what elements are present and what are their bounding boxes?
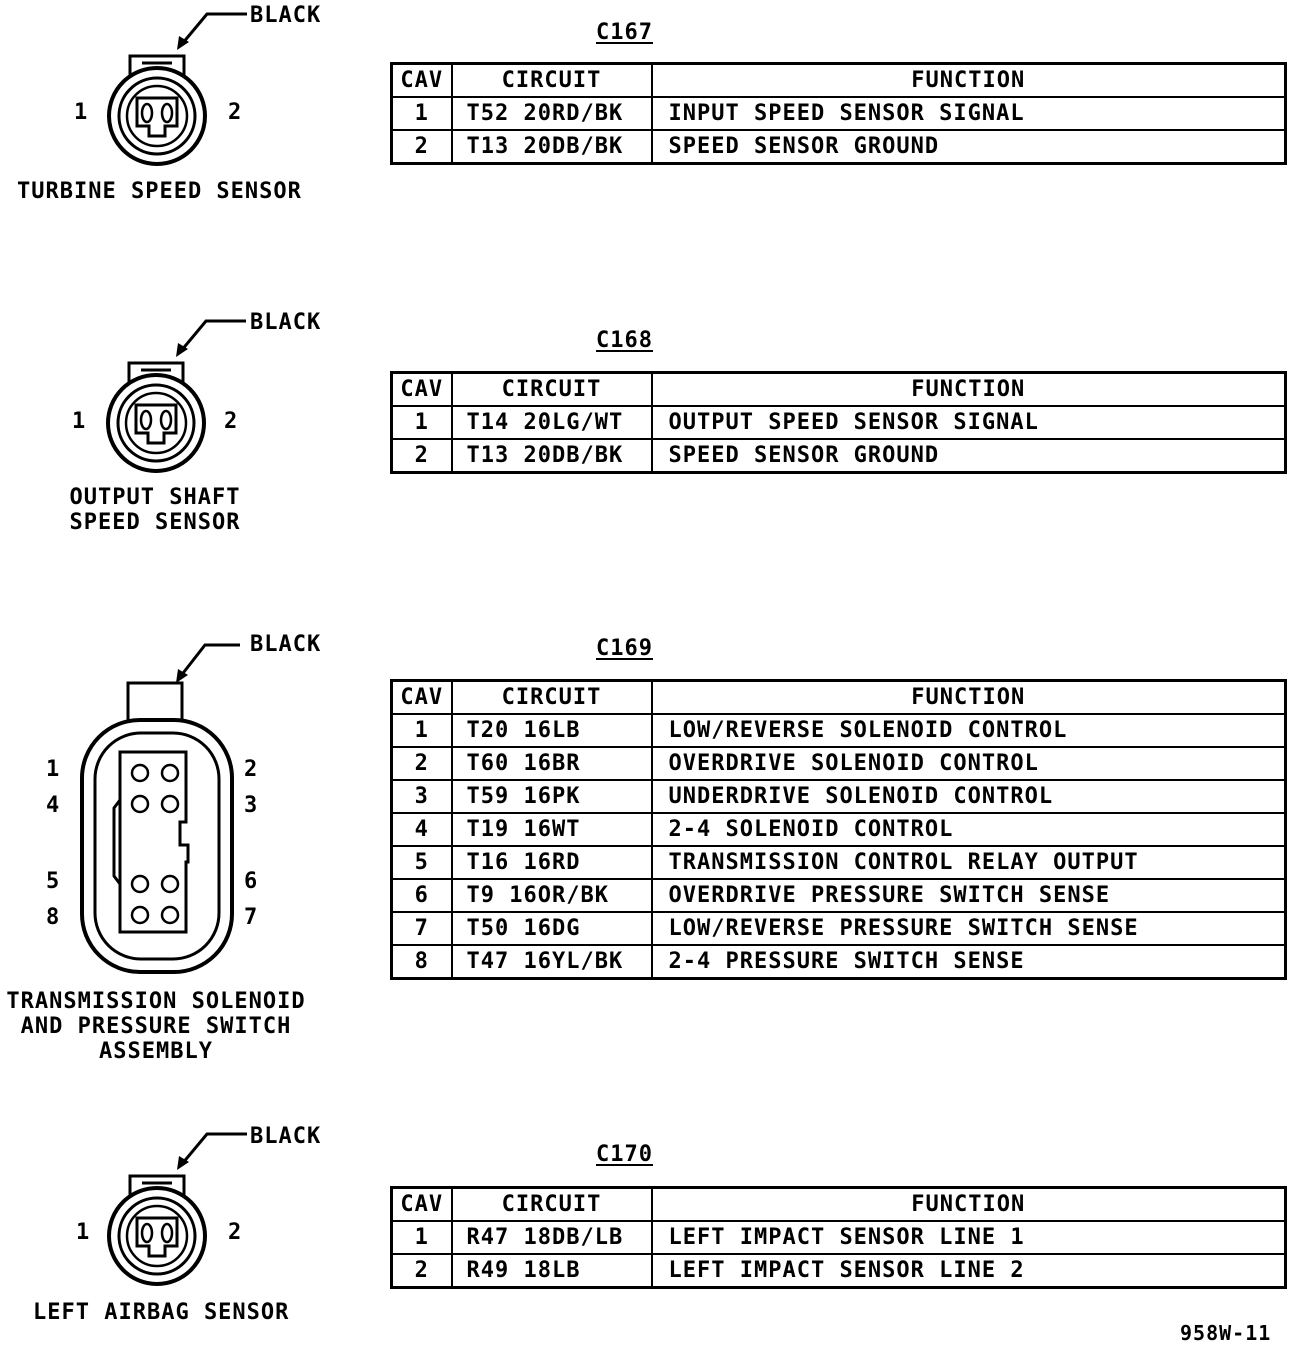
function-cell: TRANSMISSION CONTROL RELAY OUTPUT xyxy=(652,846,1286,879)
cav-column-header: CAV xyxy=(392,373,452,407)
cav-cell: 1 xyxy=(392,97,452,130)
c169-pin-3-label: 3 xyxy=(244,793,258,818)
cav-cell: 1 xyxy=(392,1221,452,1254)
c168-component-name-line-1: OUTPUT SHAFT xyxy=(69,485,241,510)
table-row xyxy=(392,439,1286,473)
c169-component-name-line-2: AND PRESSURE SWITCH xyxy=(20,1014,292,1039)
table-row xyxy=(392,406,1286,439)
circuit-cell: T59 16PK xyxy=(452,780,652,813)
c168-connector-title: C168 xyxy=(596,328,653,353)
c169-wire-color-label: BLACK xyxy=(250,632,322,657)
table-row xyxy=(392,813,1286,846)
function-cell: INPUT SPEED SENSOR SIGNAL xyxy=(652,97,1286,130)
c167-pinout-table xyxy=(390,62,1287,165)
c168-connector-icon xyxy=(108,321,246,471)
function-cell: SPEED SENSOR GROUND xyxy=(652,130,1286,164)
c170-connector-title: C170 xyxy=(596,1142,653,1167)
table-header-row xyxy=(392,64,1286,98)
function-cell: LEFT IMPACT SENSOR LINE 2 xyxy=(652,1254,1286,1288)
c169-pin-6-label: 6 xyxy=(244,869,258,894)
figure-id-label: 958W-11 xyxy=(1180,1321,1272,1345)
cav-cell: 8 xyxy=(392,945,452,979)
function-cell: LOW/REVERSE SOLENOID CONTROL xyxy=(652,714,1286,747)
circuit-cell: T60 16BR xyxy=(452,747,652,780)
function-column-header: FUNCTION xyxy=(652,64,1286,98)
circuit-cell: R49 18LB xyxy=(452,1254,652,1288)
c170-component-name: LEFT AIRBAG SENSOR xyxy=(33,1300,290,1325)
c169-pin-7-label: 7 xyxy=(244,905,258,930)
cav-cell: 7 xyxy=(392,912,452,945)
circuit-column-header: CIRCUIT xyxy=(452,1188,652,1222)
cav-column-header: CAV xyxy=(392,1188,452,1222)
circuit-cell: T16 16RD xyxy=(452,846,652,879)
circuit-cell: T13 20DB/BK xyxy=(452,439,652,473)
c167-pin-2-label: 2 xyxy=(228,100,242,125)
table-header-row xyxy=(392,373,1286,407)
c167-pin-1-label: 1 xyxy=(74,100,88,125)
function-column-header: FUNCTION xyxy=(652,1188,1286,1222)
function-cell: SPEED SENSOR GROUND xyxy=(652,439,1286,473)
circuit-cell: T9 16OR/BK xyxy=(452,879,652,912)
table-row xyxy=(392,912,1286,945)
c168-pin-1-label: 1 xyxy=(72,409,86,434)
cav-cell: 1 xyxy=(392,406,452,439)
table-row xyxy=(392,97,1286,130)
function-cell: OUTPUT SPEED SENSOR SIGNAL xyxy=(652,406,1286,439)
c169-pin-4-label: 4 xyxy=(46,793,60,818)
c168-wire-color-label: BLACK xyxy=(250,310,322,335)
cav-cell: 4 xyxy=(392,813,452,846)
circuit-cell: T50 16DG xyxy=(452,912,652,945)
circuit-cell: T19 16WT xyxy=(452,813,652,846)
circuit-cell: T52 20RD/BK xyxy=(452,97,652,130)
cav-cell: 2 xyxy=(392,747,452,780)
function-cell: 2-4 SOLENOID CONTROL xyxy=(652,813,1286,846)
c170-pin-2-label: 2 xyxy=(228,1220,242,1245)
circuit-cell: T14 20LG/WT xyxy=(452,406,652,439)
circuit-cell: T47 16YL/BK xyxy=(452,945,652,979)
c169-pinout-table xyxy=(390,679,1287,980)
c169-pin-5-label: 5 xyxy=(46,869,60,894)
table-header-row xyxy=(392,1188,1286,1222)
c170-connector-icon xyxy=(109,1134,247,1284)
cav-cell: 1 xyxy=(392,714,452,747)
circuit-cell: T13 20DB/BK xyxy=(452,130,652,164)
cav-cell: 2 xyxy=(392,1254,452,1288)
c169-pin-2-label: 2 xyxy=(244,757,258,782)
function-column-header: FUNCTION xyxy=(652,373,1286,407)
table-row xyxy=(392,780,1286,813)
c168-pinout-table xyxy=(390,371,1287,474)
c168-component-name-line-2: SPEED SENSOR xyxy=(69,510,241,535)
c168-pin-2-label: 2 xyxy=(224,409,238,434)
cav-cell: 6 xyxy=(392,879,452,912)
function-cell: 2-4 PRESSURE SWITCH SENSE xyxy=(652,945,1286,979)
table-row xyxy=(392,714,1286,747)
table-row xyxy=(392,945,1286,979)
circuit-cell: T20 16LB xyxy=(452,714,652,747)
c170-pinout-table xyxy=(390,1186,1287,1289)
function-cell: LOW/REVERSE PRESSURE SWITCH SENSE xyxy=(652,912,1286,945)
function-cell: LEFT IMPACT SENSOR LINE 1 xyxy=(652,1221,1286,1254)
table-row xyxy=(392,846,1286,879)
c169-connector-title: C169 xyxy=(596,636,653,661)
c169-pin-8-label: 8 xyxy=(46,905,60,930)
c170-wire-color-label: BLACK xyxy=(250,1124,322,1149)
c167-connector-icon xyxy=(109,14,247,164)
circuit-column-header: CIRCUIT xyxy=(452,681,652,715)
circuit-column-header: CIRCUIT xyxy=(452,373,652,407)
table-row xyxy=(392,130,1286,164)
c169-pin-1-label: 1 xyxy=(46,757,60,782)
function-column-header: FUNCTION xyxy=(652,681,1286,715)
table-row xyxy=(392,1221,1286,1254)
circuit-cell: R47 18DB/LB xyxy=(452,1221,652,1254)
circuit-column-header: CIRCUIT xyxy=(452,64,652,98)
cav-cell: 3 xyxy=(392,780,452,813)
table-row xyxy=(392,747,1286,780)
c167-component-name: TURBINE SPEED SENSOR xyxy=(17,179,302,204)
c169-component-name-line-1: TRANSMISSION SOLENOID xyxy=(6,989,306,1014)
table-row xyxy=(392,879,1286,912)
c167-wire-color-label: BLACK xyxy=(250,3,322,28)
table-row xyxy=(392,1254,1286,1288)
c169-connector-icon xyxy=(82,645,240,972)
c169-component-name-line-3: ASSEMBLY xyxy=(99,1039,213,1064)
cav-cell: 5 xyxy=(392,846,452,879)
table-header-row xyxy=(392,681,1286,715)
function-cell: OVERDRIVE PRESSURE SWITCH SENSE xyxy=(652,879,1286,912)
function-cell: UNDERDRIVE SOLENOID CONTROL xyxy=(652,780,1286,813)
c170-pin-1-label: 1 xyxy=(76,1220,90,1245)
function-cell: OVERDRIVE SOLENOID CONTROL xyxy=(652,747,1286,780)
cav-cell: 2 xyxy=(392,130,452,164)
cav-cell: 2 xyxy=(392,439,452,473)
cav-column-header: CAV xyxy=(392,64,452,98)
cav-column-header: CAV xyxy=(392,681,452,715)
c167-connector-title: C167 xyxy=(596,20,653,45)
